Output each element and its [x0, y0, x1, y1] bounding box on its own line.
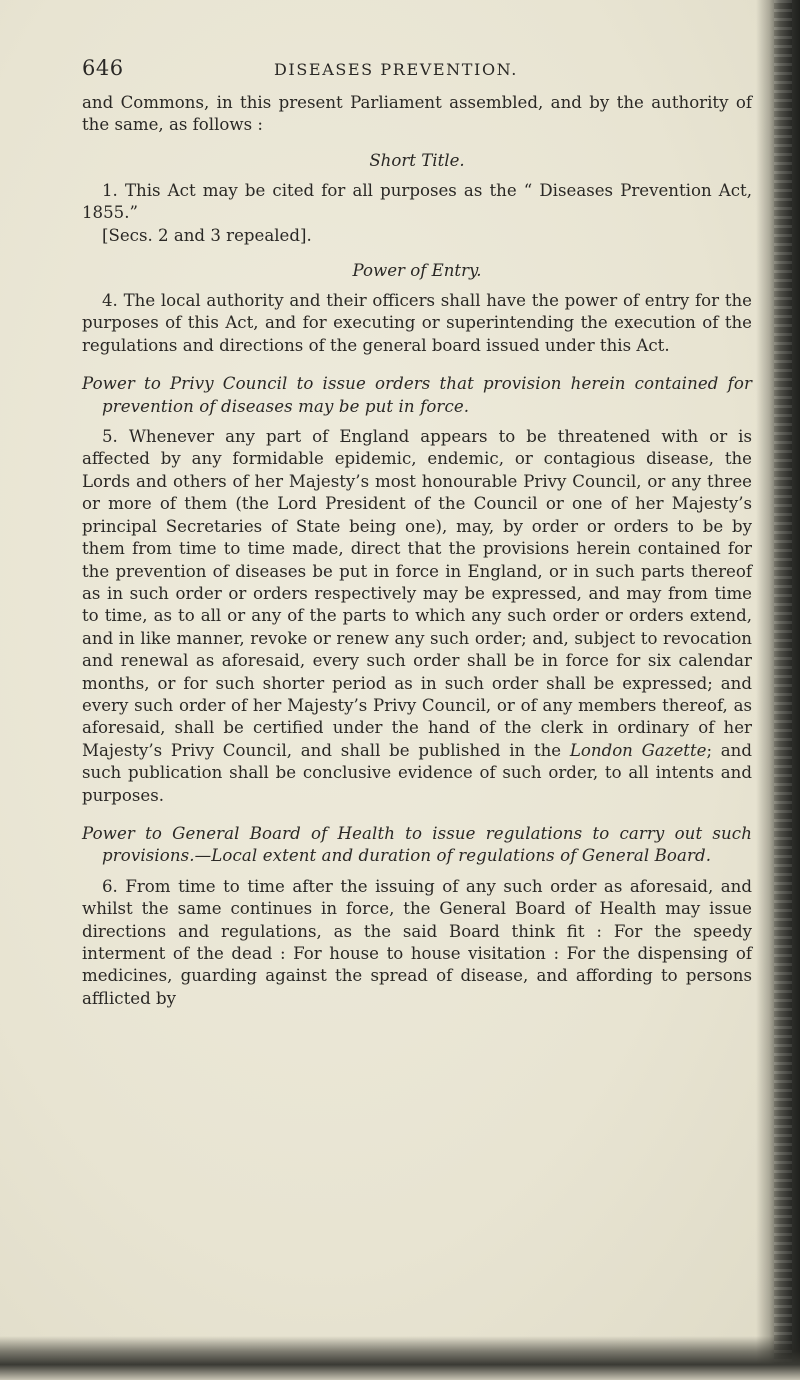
general-board-heading: Power to General Board of Health to issue regulations to carry out such provisions.—Local extent and duration of regulations of General Board. [82, 823, 752, 866]
bottom-shadow [0, 1336, 800, 1380]
section-5-text-b: ; and such publication shall be conclusive evidence of such order, to all intents and purposes. [82, 740, 752, 805]
repealed-note: [Secs. 2 and 3 repealed]. [102, 225, 312, 245]
privy-council-heading: Power to Privy Council to issue orders that provision herein contained for prevention of diseases may be put in force. [82, 374, 752, 416]
section-1: 1. This Act may be cited for all purposes as the “ Diseases Prevention Act, 1855.” [82, 180, 752, 223]
short-title-heading: Short Title. [369, 150, 465, 170]
intro-paragraph: and Commons, in this present Parliament assembled, and by the authority of the same, as follows : [82, 93, 752, 135]
page-number: 646 [82, 56, 124, 80]
section-6: 6. From time to time after the issuing of any such order as aforesaid, and whilst the same continues in force, the General Board of Health may issue directions and regulations, as the said Board think fit : For the speedy interment of the dead : For house to house visitation : For the dispensing of medicines, guarding against the spread of disease, and affording to persons afflicted by [82, 876, 752, 1008]
section-4: 4. The local authority and their officers shall have the power of entry for the purposes of this Act, and for executing or superintending the execution of the regulations and directions of the general board issued under this Act. [82, 291, 752, 355]
binding-texture [774, 0, 792, 1380]
page-content [82, 52, 752, 1010]
section-5-text-a: 5. Whenever any part of England appears to be threatened with or is affected by any formidable epidemic, endemic, or contagious disease, the Lords and others of her Majesty’s most honourable Privy Council, or any three or more of them (the Lord President of the Council or one of her Majesty’s principal Secretaries of State being one), may, by order or orders to be by them from time to time made, direct that the provisions herein contained for the prevention of diseases be put in force in England, or in such parts thereof as in such order or orders respectively may be expressed, and may from time to time, as to all or any of the parts to which any such order or orders extend, and in like manner, revoke or renew any such order; and, subject to revocation and renewal as aforesaid, every such order shall be in force for six calendar months, or for such shorter period as in such order shall be expressed; and every such order of her Majesty’s Privy Council, or of any members thereof, as aforesaid, shall be certified under the hand of the clerk in ordinary of her Majesty’s Privy Council, and shall be published in the [82, 427, 752, 760]
running-head [82, 52, 752, 92]
power-of-entry-heading: Power of Entry. [352, 261, 482, 281]
running-title: DISEASES PREVENTION. [274, 60, 518, 79]
london-gazette: London Gazette [569, 740, 707, 760]
section-5 [82, 426, 752, 807]
